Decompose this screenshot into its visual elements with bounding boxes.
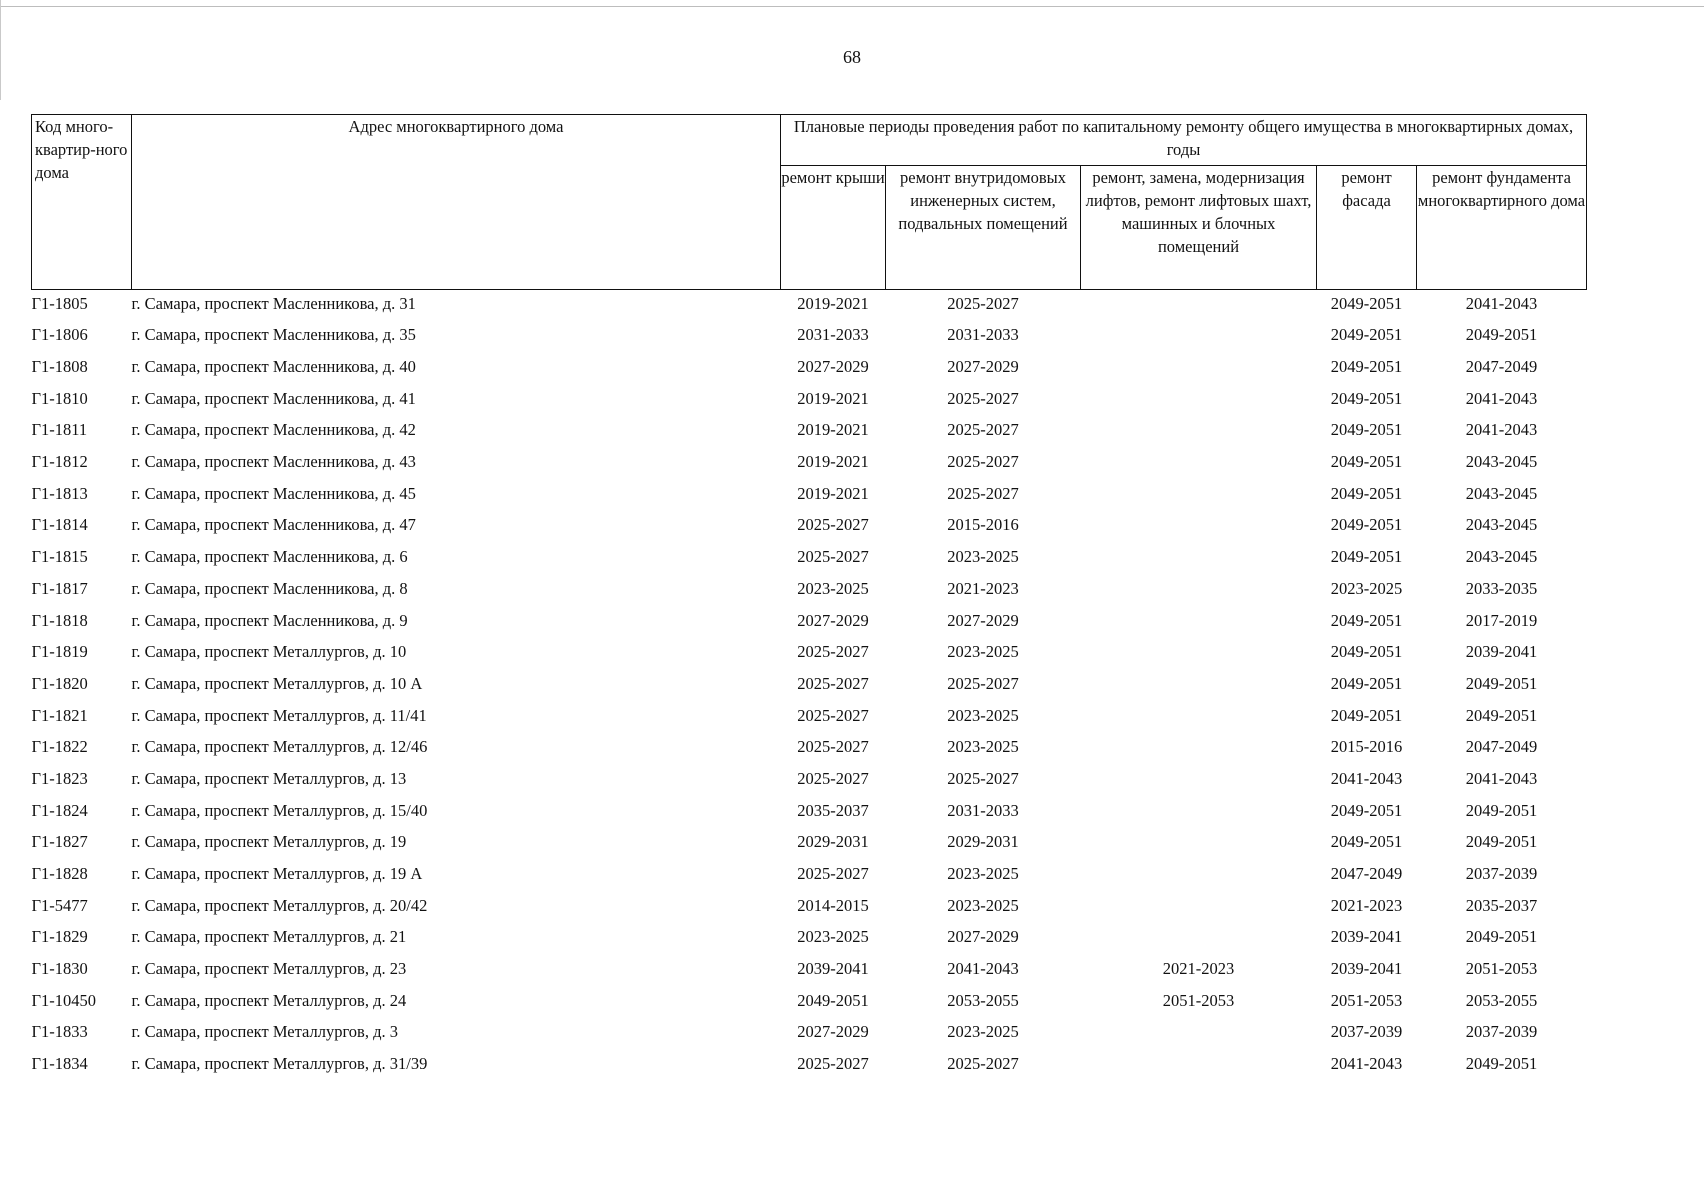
- roof-period: 2023-2025: [797, 578, 869, 598]
- house-code: Г1-1821: [31, 705, 88, 725]
- engineering-period: 2023-2025: [947, 547, 1019, 567]
- facade-period: 2049-2051: [1330, 325, 1403, 345]
- foundation-period: 2043-2045: [1465, 483, 1538, 503]
- engineering-period: 2027-2029: [947, 610, 1019, 630]
- house-address: г. Самара, проспект Металлургов, д. 10 А: [131, 673, 423, 693]
- elevator-period: [1081, 477, 1317, 509]
- house-address: г. Самара, проспект Металлургов, д. 3: [131, 1022, 398, 1042]
- table-row: [32, 921, 1587, 953]
- facade-period: 2049-2051: [1330, 610, 1403, 630]
- house-code: Г1-1823: [31, 768, 88, 788]
- elevator-period: [1081, 889, 1317, 921]
- foundation-period: 2051-2053: [1465, 959, 1538, 979]
- roof-period: 2029-2031: [797, 832, 869, 852]
- house-address: г. Самара, проспект Масленникова, д. 42: [131, 420, 416, 440]
- engineering-period: 2041-2043: [947, 959, 1019, 979]
- elevator-period: [1081, 921, 1317, 953]
- table-row: [32, 1048, 1587, 1080]
- facade-period: 2049-2051: [1330, 832, 1403, 852]
- roof-period: 2025-2027: [797, 768, 869, 788]
- facade-period: 2037-2039: [1330, 1022, 1403, 1042]
- foundation-period: 2049-2051: [1465, 800, 1538, 820]
- roof-period: 2025-2027: [797, 1054, 869, 1074]
- table-row: [32, 446, 1587, 478]
- house-address: г. Самара, проспект Металлургов, д. 20/42: [131, 895, 428, 915]
- house-code: Г1-1830: [31, 959, 88, 979]
- foundation-period: 2041-2043: [1465, 768, 1538, 788]
- foundation-period: 2041-2043: [1465, 388, 1538, 408]
- facade-period: 2049-2051: [1330, 547, 1403, 567]
- engineering-period: 2027-2029: [947, 357, 1019, 377]
- roof-period: 2025-2027: [797, 547, 869, 567]
- foundation-period: 2041-2043: [1465, 294, 1538, 313]
- roof-period: 2049-2051: [797, 990, 869, 1010]
- header-facade: ремонт фасада: [1317, 166, 1417, 290]
- facade-period: 2041-2043: [1330, 1054, 1403, 1074]
- table-row: [32, 414, 1587, 446]
- engineering-period: 2025-2027: [947, 420, 1019, 440]
- house-code: Г1-1814: [31, 515, 88, 535]
- roof-period: 2019-2021: [797, 483, 869, 503]
- table-row: [32, 953, 1587, 985]
- facade-period: 2049-2051: [1330, 452, 1403, 472]
- house-address: г. Самара, проспект Масленникова, д. 35: [131, 325, 416, 345]
- roof-period: 2031-2033: [797, 325, 869, 345]
- facade-period: 2049-2051: [1330, 294, 1403, 313]
- house-code: Г1-1833: [31, 1022, 88, 1042]
- house-code: Г1-1819: [31, 642, 88, 662]
- engineering-period: 2027-2029: [947, 927, 1019, 947]
- roof-period: 2025-2027: [797, 642, 869, 662]
- engineering-period: 2031-2033: [947, 325, 1019, 345]
- roof-period: 2027-2029: [797, 1022, 869, 1042]
- house-code: Г1-1818: [31, 610, 88, 630]
- facade-period: 2047-2049: [1330, 864, 1403, 884]
- engineering-period: 2029-2031: [947, 832, 1019, 852]
- facade-period: 2049-2051: [1330, 800, 1403, 820]
- table-row: [32, 351, 1587, 383]
- table-row: [32, 382, 1587, 414]
- roof-period: 2035-2037: [797, 800, 869, 820]
- engineering-period: 2025-2027: [947, 452, 1019, 472]
- house-code: Г1-1820: [31, 673, 88, 693]
- table-row: [32, 477, 1587, 509]
- house-code: Г1-1806: [31, 325, 88, 345]
- facade-period: 2049-2051: [1330, 642, 1403, 662]
- elevator-period: [1081, 668, 1317, 700]
- engineering-period: 2021-2023: [947, 578, 1019, 598]
- engineering-period: 2031-2033: [947, 800, 1019, 820]
- table-row: [32, 699, 1587, 731]
- foundation-period: 2047-2049: [1465, 737, 1538, 757]
- header-elevators: ремонт, замена, модернизация лифтов, ремонт лифтовых шахт, машинных и блочных помещений: [1081, 166, 1317, 290]
- house-code: Г1-1813: [31, 483, 88, 503]
- facade-period: 2039-2041: [1330, 927, 1403, 947]
- roof-period: 2027-2029: [797, 357, 869, 377]
- facade-period: 2049-2051: [1330, 705, 1403, 725]
- capital-repair-schedule-table: [31, 114, 1587, 1080]
- house-address: г. Самара, проспект Масленникова, д. 31: [131, 294, 416, 313]
- engineering-period: 2025-2027: [947, 483, 1019, 503]
- roof-period: 2025-2027: [797, 515, 869, 535]
- roof-period: 2014-2015: [797, 895, 869, 915]
- house-code: Г1-1834: [31, 1054, 88, 1074]
- house-address: г. Самара, проспект Металлургов, д. 31/39: [131, 1054, 428, 1074]
- table-row: [32, 984, 1587, 1016]
- elevator-period: [1081, 1016, 1317, 1048]
- facade-period: 2021-2023: [1330, 895, 1403, 915]
- house-address: г. Самара, проспект Масленникова, д. 43: [131, 452, 416, 472]
- elevator-period: [1081, 290, 1317, 320]
- table-header: [32, 115, 1587, 290]
- table-row: [32, 319, 1587, 351]
- facade-period: 2049-2051: [1330, 357, 1403, 377]
- house-code: Г1-1808: [31, 357, 88, 377]
- house-address: г. Самара, проспект Масленникова, д. 41: [131, 388, 416, 408]
- foundation-period: 2035-2037: [1465, 895, 1538, 915]
- roof-period: 2019-2021: [797, 294, 869, 313]
- house-code: Г1-1805: [31, 294, 88, 313]
- foundation-period: 2043-2045: [1465, 515, 1538, 535]
- table-row: [32, 858, 1587, 890]
- elevator-period: [1081, 414, 1317, 446]
- house-address: г. Самара, проспект Масленникова, д. 40: [131, 357, 416, 377]
- roof-period: 2027-2029: [797, 610, 869, 630]
- foundation-period: 2049-2051: [1465, 325, 1538, 345]
- elevator-period: [1081, 763, 1317, 795]
- engineering-period: 2025-2027: [947, 768, 1019, 788]
- house-address: г. Самара, проспект Металлургов, д. 10: [131, 642, 407, 662]
- house-code: Г1-1812: [31, 452, 88, 472]
- house-code: Г1-1827: [31, 832, 88, 852]
- house-address: г. Самара, проспект Металлургов, д. 12/46: [131, 737, 428, 757]
- elevator-period: [1081, 699, 1317, 731]
- elevator-period: [1081, 1048, 1317, 1080]
- house-address: г. Самара, проспект Металлургов, д. 21: [131, 927, 407, 947]
- table-row: [32, 604, 1587, 636]
- foundation-period: 2037-2039: [1465, 864, 1538, 884]
- house-address: г. Самара, проспект Металлургов, д. 24: [131, 990, 407, 1010]
- table-row: [32, 763, 1587, 795]
- roof-period: 2025-2027: [797, 864, 869, 884]
- header-roof: ремонт крыши: [781, 166, 886, 290]
- foundation-period: 2033-2035: [1465, 578, 1538, 598]
- foundation-period: 2049-2051: [1465, 705, 1538, 725]
- elevator-period: [1081, 509, 1317, 541]
- facade-period: 2049-2051: [1330, 388, 1403, 408]
- engineering-period: 2025-2027: [947, 1054, 1019, 1074]
- elevator-period: [1081, 731, 1317, 763]
- engineering-period: 2023-2025: [947, 642, 1019, 662]
- header-address: Адрес многоквартирного дома: [132, 115, 781, 290]
- facade-period: 2015-2016: [1330, 737, 1403, 757]
- roof-period: 2019-2021: [797, 452, 869, 472]
- facade-period: 2049-2051: [1330, 515, 1403, 535]
- house-code: Г1-1824: [31, 800, 88, 820]
- house-code: Г1-1817: [31, 578, 88, 598]
- table-row: [32, 889, 1587, 921]
- foundation-period: 2049-2051: [1465, 673, 1538, 693]
- table-row: [32, 509, 1587, 541]
- facade-period: 2049-2051: [1330, 483, 1403, 503]
- header-code: Код много-квартир-ного дома: [32, 115, 132, 290]
- table-row: [32, 668, 1587, 700]
- facade-period: 2049-2051: [1330, 673, 1403, 693]
- engineering-period: 2023-2025: [947, 737, 1019, 757]
- house-address: г. Самара, проспект Масленникова, д. 45: [131, 483, 416, 503]
- facade-period: 2051-2053: [1330, 990, 1403, 1010]
- house-code: Г1-5477: [31, 895, 88, 915]
- engineering-period: 2053-2055: [947, 990, 1019, 1010]
- table-row: [32, 731, 1587, 763]
- table-row: [32, 636, 1587, 668]
- engineering-period: 2025-2027: [947, 673, 1019, 693]
- foundation-period: 2049-2051: [1465, 832, 1538, 852]
- house-code: Г1-1829: [31, 927, 88, 947]
- elevator-period: [1081, 826, 1317, 858]
- foundation-period: 2039-2041: [1465, 642, 1538, 662]
- table-row: [32, 826, 1587, 858]
- house-address: г. Самара, проспект Масленникова, д. 6: [131, 547, 408, 567]
- foundation-period: 2049-2051: [1465, 1054, 1538, 1074]
- house-address: г. Самара, проспект Металлургов, д. 23: [131, 959, 407, 979]
- table-row: [32, 541, 1587, 573]
- elevator-period: [1081, 319, 1317, 351]
- engineering-period: 2023-2025: [947, 705, 1019, 725]
- elevator-period: 2051-2053: [1162, 990, 1235, 1010]
- roof-period: 2023-2025: [797, 927, 869, 947]
- foundation-period: 2047-2049: [1465, 357, 1538, 377]
- house-code: Г1-1810: [31, 388, 88, 408]
- foundation-period: 2043-2045: [1465, 547, 1538, 567]
- roof-period: 2025-2027: [797, 705, 869, 725]
- roof-period: 2039-2041: [797, 959, 869, 979]
- elevator-period: [1081, 382, 1317, 414]
- foundation-period: 2037-2039: [1465, 1022, 1538, 1042]
- roof-period: 2019-2021: [797, 388, 869, 408]
- facade-period: 2039-2041: [1330, 959, 1403, 979]
- elevator-period: [1081, 858, 1317, 890]
- house-address: г. Самара, проспект Металлургов, д. 11/41: [131, 705, 427, 725]
- engineering-period: 2025-2027: [947, 294, 1019, 313]
- house-code: Г1-1811: [31, 420, 88, 440]
- foundation-period: 2053-2055: [1465, 990, 1538, 1010]
- engineering-period: 2023-2025: [947, 864, 1019, 884]
- elevator-period: [1081, 351, 1317, 383]
- house-address: г. Самара, проспект Металлургов, д. 15/40: [131, 800, 428, 820]
- roof-period: 2019-2021: [797, 420, 869, 440]
- elevator-period: [1081, 541, 1317, 573]
- table-row: [32, 573, 1587, 605]
- engineering-period: 2023-2025: [947, 895, 1019, 915]
- scan-edge-top: [0, 6, 1704, 7]
- table-row: [32, 1016, 1587, 1048]
- elevator-period: 2021-2023: [1162, 959, 1235, 979]
- house-address: г. Самара, проспект Металлургов, д. 13: [131, 768, 407, 788]
- elevator-period: [1081, 446, 1317, 478]
- house-address: г. Самара, проспект Масленникова, д. 47: [131, 515, 416, 535]
- facade-period: 2049-2051: [1330, 420, 1403, 440]
- header-periods-group: Плановые периоды проведения работ по капитальному ремонту общего имущества в многоквартирных домах, годы: [781, 115, 1587, 166]
- house-address: г. Самара, проспект Металлургов, д. 19 А: [131, 864, 423, 884]
- foundation-period: 2049-2051: [1465, 927, 1538, 947]
- elevator-period: [1081, 636, 1317, 668]
- foundation-period: 2041-2043: [1465, 420, 1538, 440]
- house-address: г. Самара, проспект Металлургов, д. 19: [131, 832, 407, 852]
- facade-period: 2023-2025: [1330, 578, 1403, 598]
- elevator-period: [1081, 573, 1317, 605]
- house-code: Г1-1815: [31, 547, 88, 567]
- house-code: Г1-10450: [31, 990, 97, 1010]
- table-row: [32, 290, 1587, 320]
- roof-period: 2025-2027: [797, 673, 869, 693]
- house-address: г. Самара, проспект Масленникова, д. 9: [131, 610, 408, 630]
- table-row: [32, 794, 1587, 826]
- header-foundation: ремонт фундамента многоквартирного дома: [1417, 166, 1587, 290]
- house-code: Г1-1828: [31, 864, 88, 884]
- table-body: [32, 290, 1587, 1080]
- facade-period: 2041-2043: [1330, 768, 1403, 788]
- header-engineering: ремонт внутридомовых инженерных систем, подвальных помещений: [886, 166, 1081, 290]
- engineering-period: 2023-2025: [947, 1022, 1019, 1042]
- elevator-period: [1081, 794, 1317, 826]
- foundation-period: 2043-2045: [1465, 452, 1538, 472]
- elevator-period: [1081, 604, 1317, 636]
- house-code: Г1-1822: [31, 737, 88, 757]
- foundation-period: 2017-2019: [1465, 610, 1538, 630]
- page-number: 68: [843, 47, 861, 67]
- engineering-period: 2025-2027: [947, 388, 1019, 408]
- engineering-period: 2015-2016: [947, 515, 1019, 535]
- roof-period: 2025-2027: [797, 737, 869, 757]
- house-address: г. Самара, проспект Масленникова, д. 8: [131, 578, 408, 598]
